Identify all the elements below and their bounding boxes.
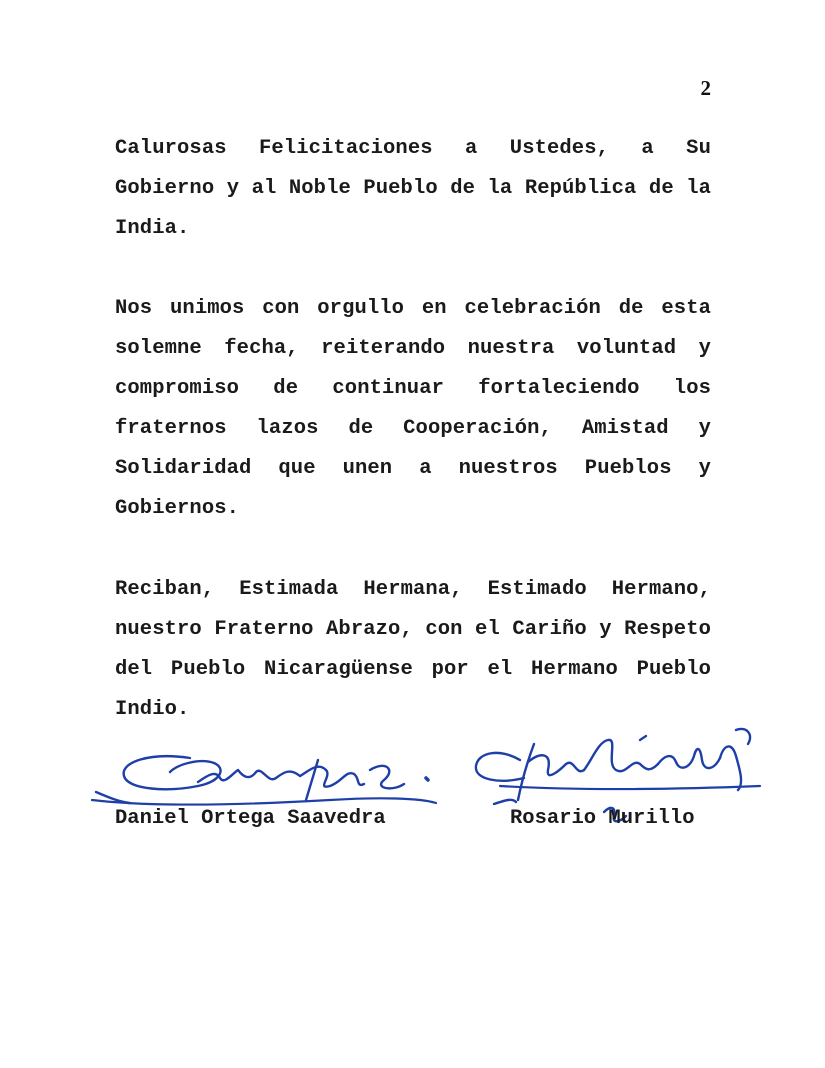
page-number: 2 [700,76,711,100]
paragraph-text: Calurosas Felicitaciones a Ustedes, a Su Gobierno y al Noble Pueblo de la República de la India. [115,137,711,240]
greeting-paragraph [115,129,711,249]
commitment-paragraph [115,289,711,529]
signatory-name-rosario-murillo: Rosario Murillo [510,807,695,830]
closing-paragraph [115,570,711,730]
signatory-name-daniel-ortega: Daniel Ortega Saavedra [115,807,386,830]
paragraph-text: Nos unimos con orgullo en celebración de esta solemne fecha, reiterando nuestra voluntad y compromiso de continuar fortaleciendo los fraternos lazos de Cooperación, Amistad y Solidaridad que unen a nuestros Pueblos y Gobiernos. [115,297,711,520]
paragraph-text: Reciban, Estimada Hermana, Estimado Hermano, nuestro Fraterno Abrazo, con el Cariño y Respeto del Pueblo Nicaragüense por el Hermano Pueblo Indio. [115,578,711,721]
signature-daniel-ortega [92,756,436,804]
